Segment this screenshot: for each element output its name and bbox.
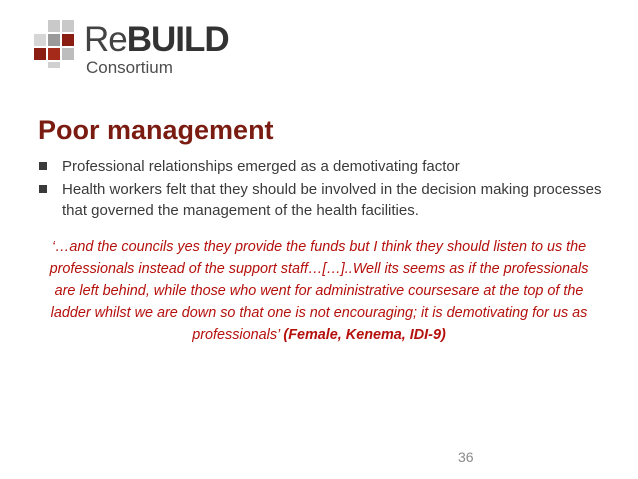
bullet-list — [38, 156, 618, 223]
interview-quote — [38, 236, 600, 346]
quote-attribution: (Female, Kenema, IDI-9) — [283, 327, 446, 343]
logo-wordmark — [84, 22, 229, 58]
square-bullet-icon — [39, 185, 47, 193]
quote-text: ‘…and the councils yes they provide the funds but I think they should listen to us the professionals instead of the support staff…[…]..Well its seems as if the professionals are left behind, while those who went for administrative coursesare at the top of the ladder whilst we are down so that one is not encouraging; it is demotivating for us as professionals’ — [49, 239, 589, 343]
page-number: 36 — [458, 449, 474, 465]
square-bullet-icon — [39, 162, 47, 170]
bullet-text: Health workers felt that they should be involved in the decision making processes that governed the management of the health facilities. — [62, 181, 602, 219]
logo-squares-icon — [30, 20, 80, 68]
logo-subtitle: Consortium — [86, 58, 173, 77]
bullet-item — [38, 179, 618, 221]
slide-title: Poor management — [38, 115, 274, 145]
rebuild-consortium-logo — [30, 20, 240, 84]
bullet-text: Professional relationships emerged as a demotivating factor — [62, 158, 460, 175]
logo-wordmark-re: Re — [84, 20, 127, 59]
bullet-item — [38, 156, 618, 177]
logo-wordmark-build: BUILD — [126, 20, 229, 59]
